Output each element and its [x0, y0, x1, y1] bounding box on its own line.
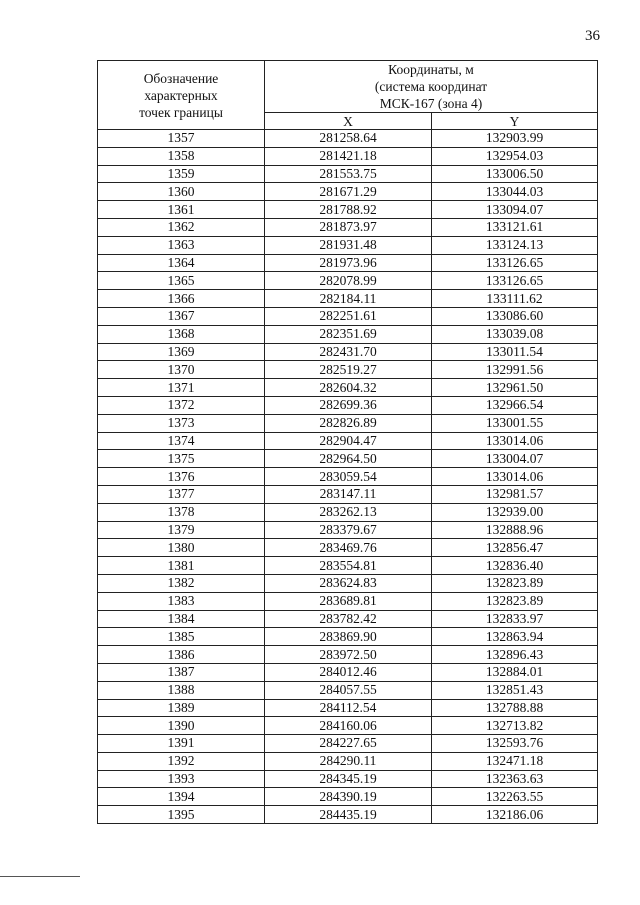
table-row	[98, 539, 598, 557]
x-coordinate-cell: 281553.75	[265, 165, 432, 183]
table-row	[98, 699, 598, 717]
y-coordinate-cell: 132991.56	[432, 361, 598, 379]
point-id-cell: 1374	[98, 432, 265, 450]
point-id-cell: 1359	[98, 165, 265, 183]
table-row	[98, 663, 598, 681]
table-row	[98, 521, 598, 539]
table-row	[98, 218, 598, 236]
point-id-cell: 1381	[98, 557, 265, 575]
point-id-cell: 1366	[98, 290, 265, 308]
table-row	[98, 788, 598, 806]
point-id-cell: 1372	[98, 396, 265, 414]
y-coordinate-cell: 133006.50	[432, 165, 598, 183]
table-row	[98, 130, 598, 148]
table-row	[98, 646, 598, 664]
table-row	[98, 147, 598, 165]
table-row	[98, 574, 598, 592]
x-coordinate-cell: 281788.92	[265, 201, 432, 219]
table-row	[98, 343, 598, 361]
point-id-cell: 1390	[98, 717, 265, 735]
y-coordinate-cell: 133039.08	[432, 325, 598, 343]
y-coordinate-cell: 133011.54	[432, 343, 598, 361]
table-row	[98, 183, 598, 201]
y-coordinate-cell: 132954.03	[432, 147, 598, 165]
point-id-cell: 1379	[98, 521, 265, 539]
x-coordinate-cell: 284012.46	[265, 663, 432, 681]
y-coordinate-cell: 133124.13	[432, 236, 598, 254]
y-coordinate-cell: 132263.55	[432, 788, 598, 806]
table-row	[98, 254, 598, 272]
x-coordinate-cell: 283554.81	[265, 557, 432, 575]
point-id-cell: 1383	[98, 592, 265, 610]
x-coordinate-cell: 282184.11	[265, 290, 432, 308]
point-designation-header	[98, 61, 265, 130]
point-id-cell: 1367	[98, 307, 265, 325]
table-row	[98, 681, 598, 699]
coord-title-line-2: (система координат	[374, 79, 488, 94]
table-row	[98, 557, 598, 575]
x-coordinate-cell: 282904.47	[265, 432, 432, 450]
point-id-cell: 1395	[98, 806, 265, 824]
point-id-cell: 1363	[98, 236, 265, 254]
y-column-header: Y	[432, 113, 598, 130]
x-coordinate-cell: 283782.42	[265, 610, 432, 628]
coordinates-table	[97, 60, 598, 824]
point-label-line-2: характерных	[144, 87, 218, 103]
table-row	[98, 201, 598, 219]
y-coordinate-cell: 132186.06	[432, 806, 598, 824]
y-coordinate-cell: 133014.06	[432, 432, 598, 450]
table-row	[98, 236, 598, 254]
x-column-header: X	[265, 113, 432, 130]
y-coordinate-cell: 132471.18	[432, 752, 598, 770]
table-row	[98, 503, 598, 521]
point-id-cell: 1364	[98, 254, 265, 272]
y-coordinate-cell: 133126.65	[432, 272, 598, 290]
x-coordinate-cell: 283262.13	[265, 503, 432, 521]
table-row	[98, 361, 598, 379]
point-id-cell: 1357	[98, 130, 265, 148]
x-coordinate-cell: 283147.11	[265, 485, 432, 503]
point-id-cell: 1387	[98, 663, 265, 681]
x-coordinate-cell: 283689.81	[265, 592, 432, 610]
table-row	[98, 717, 598, 735]
table-row	[98, 806, 598, 824]
table-row	[98, 307, 598, 325]
point-id-cell: 1358	[98, 147, 265, 165]
y-coordinate-cell: 132851.43	[432, 681, 598, 699]
x-coordinate-cell: 284227.65	[265, 735, 432, 753]
table-row	[98, 485, 598, 503]
table-row	[98, 770, 598, 788]
coord-title-line-1: Координаты, м	[388, 62, 474, 77]
y-coordinate-cell: 132836.40	[432, 557, 598, 575]
y-coordinate-cell: 132856.47	[432, 539, 598, 557]
table-row	[98, 272, 598, 290]
x-coordinate-cell: 284112.54	[265, 699, 432, 717]
point-id-cell: 1373	[98, 414, 265, 432]
x-coordinate-cell: 282078.99	[265, 272, 432, 290]
x-coordinate-cell: 283624.83	[265, 574, 432, 592]
point-id-cell: 1360	[98, 183, 265, 201]
table-row	[98, 432, 598, 450]
table-body	[98, 130, 598, 824]
y-coordinate-cell: 132823.89	[432, 574, 598, 592]
y-coordinate-cell: 132896.43	[432, 646, 598, 664]
x-coordinate-cell: 282251.61	[265, 307, 432, 325]
table-row	[98, 468, 598, 486]
point-id-cell: 1370	[98, 361, 265, 379]
y-coordinate-cell: 132823.89	[432, 592, 598, 610]
y-coordinate-cell: 132939.00	[432, 503, 598, 521]
table-header	[98, 61, 598, 130]
coord-title-line-3: МСК-167 (зона 4)	[379, 96, 483, 111]
y-coordinate-cell: 133004.07	[432, 450, 598, 468]
footnote-divider	[0, 876, 80, 877]
table-row	[98, 752, 598, 770]
y-coordinate-cell: 132363.63	[432, 770, 598, 788]
x-coordinate-cell: 283379.67	[265, 521, 432, 539]
y-coordinate-cell: 133126.65	[432, 254, 598, 272]
y-coordinate-cell: 132863.94	[432, 628, 598, 646]
page-number: 36	[585, 28, 600, 44]
point-label-line-3: точек границы	[139, 104, 223, 120]
point-label-line-1: Обозначение	[143, 70, 219, 86]
point-id-cell: 1388	[98, 681, 265, 699]
point-id-cell: 1371	[98, 379, 265, 397]
table-row	[98, 414, 598, 432]
point-id-cell: 1380	[98, 539, 265, 557]
table-row	[98, 396, 598, 414]
point-id-cell: 1384	[98, 610, 265, 628]
x-coordinate-cell: 281258.64	[265, 130, 432, 148]
y-coordinate-cell: 132888.96	[432, 521, 598, 539]
point-id-cell: 1382	[98, 574, 265, 592]
x-coordinate-cell: 283972.50	[265, 646, 432, 664]
x-coordinate-cell: 284160.06	[265, 717, 432, 735]
point-id-cell: 1368	[98, 325, 265, 343]
table-row	[98, 735, 598, 753]
y-coordinate-cell: 132593.76	[432, 735, 598, 753]
y-coordinate-cell: 133044.03	[432, 183, 598, 201]
y-coordinate-cell: 133094.07	[432, 201, 598, 219]
point-id-cell: 1365	[98, 272, 265, 290]
y-coordinate-cell: 133014.06	[432, 468, 598, 486]
x-coordinate-cell: 284290.11	[265, 752, 432, 770]
x-coordinate-cell: 281931.48	[265, 236, 432, 254]
y-coordinate-cell: 132833.97	[432, 610, 598, 628]
x-coordinate-cell: 282431.70	[265, 343, 432, 361]
x-coordinate-cell: 281671.29	[265, 183, 432, 201]
x-coordinate-cell: 282964.50	[265, 450, 432, 468]
point-id-cell: 1369	[98, 343, 265, 361]
point-id-cell: 1393	[98, 770, 265, 788]
point-id-cell: 1376	[98, 468, 265, 486]
point-id-cell: 1386	[98, 646, 265, 664]
point-id-cell: 1362	[98, 218, 265, 236]
table-row	[98, 592, 598, 610]
x-coordinate-cell: 282604.32	[265, 379, 432, 397]
point-id-cell: 1385	[98, 628, 265, 646]
x-coordinate-cell: 283059.54	[265, 468, 432, 486]
y-coordinate-cell: 132713.82	[432, 717, 598, 735]
point-id-cell: 1375	[98, 450, 265, 468]
point-id-cell: 1394	[98, 788, 265, 806]
y-coordinate-cell: 132788.88	[432, 699, 598, 717]
x-coordinate-cell: 282826.89	[265, 414, 432, 432]
y-coordinate-cell: 133001.55	[432, 414, 598, 432]
x-coordinate-cell: 284345.19	[265, 770, 432, 788]
table-row	[98, 165, 598, 183]
point-id-cell: 1391	[98, 735, 265, 753]
table-row	[98, 290, 598, 308]
table-row	[98, 610, 598, 628]
table-row	[98, 628, 598, 646]
point-id-cell: 1389	[98, 699, 265, 717]
table-row	[98, 379, 598, 397]
x-coordinate-cell: 284057.55	[265, 681, 432, 699]
point-id-cell: 1392	[98, 752, 265, 770]
x-coordinate-cell: 284390.19	[265, 788, 432, 806]
x-coordinate-cell: 281421.18	[265, 147, 432, 165]
x-coordinate-cell: 284435.19	[265, 806, 432, 824]
point-id-cell: 1378	[98, 503, 265, 521]
x-coordinate-cell: 281873.97	[265, 218, 432, 236]
point-id-cell: 1377	[98, 485, 265, 503]
y-coordinate-cell: 132966.54	[432, 396, 598, 414]
coordinates-header	[265, 61, 598, 113]
y-coordinate-cell: 132961.50	[432, 379, 598, 397]
y-coordinate-cell: 132884.01	[432, 663, 598, 681]
table-row	[98, 325, 598, 343]
x-coordinate-cell: 282519.27	[265, 361, 432, 379]
y-coordinate-cell: 132981.57	[432, 485, 598, 503]
table-row	[98, 450, 598, 468]
y-coordinate-cell: 133111.62	[432, 290, 598, 308]
y-coordinate-cell: 133086.60	[432, 307, 598, 325]
x-coordinate-cell: 282351.69	[265, 325, 432, 343]
point-id-cell: 1361	[98, 201, 265, 219]
x-coordinate-cell: 281973.96	[265, 254, 432, 272]
x-coordinate-cell: 283469.76	[265, 539, 432, 557]
x-coordinate-cell: 282699.36	[265, 396, 432, 414]
y-coordinate-cell: 132903.99	[432, 130, 598, 148]
y-coordinate-cell: 133121.61	[432, 218, 598, 236]
x-coordinate-cell: 283869.90	[265, 628, 432, 646]
